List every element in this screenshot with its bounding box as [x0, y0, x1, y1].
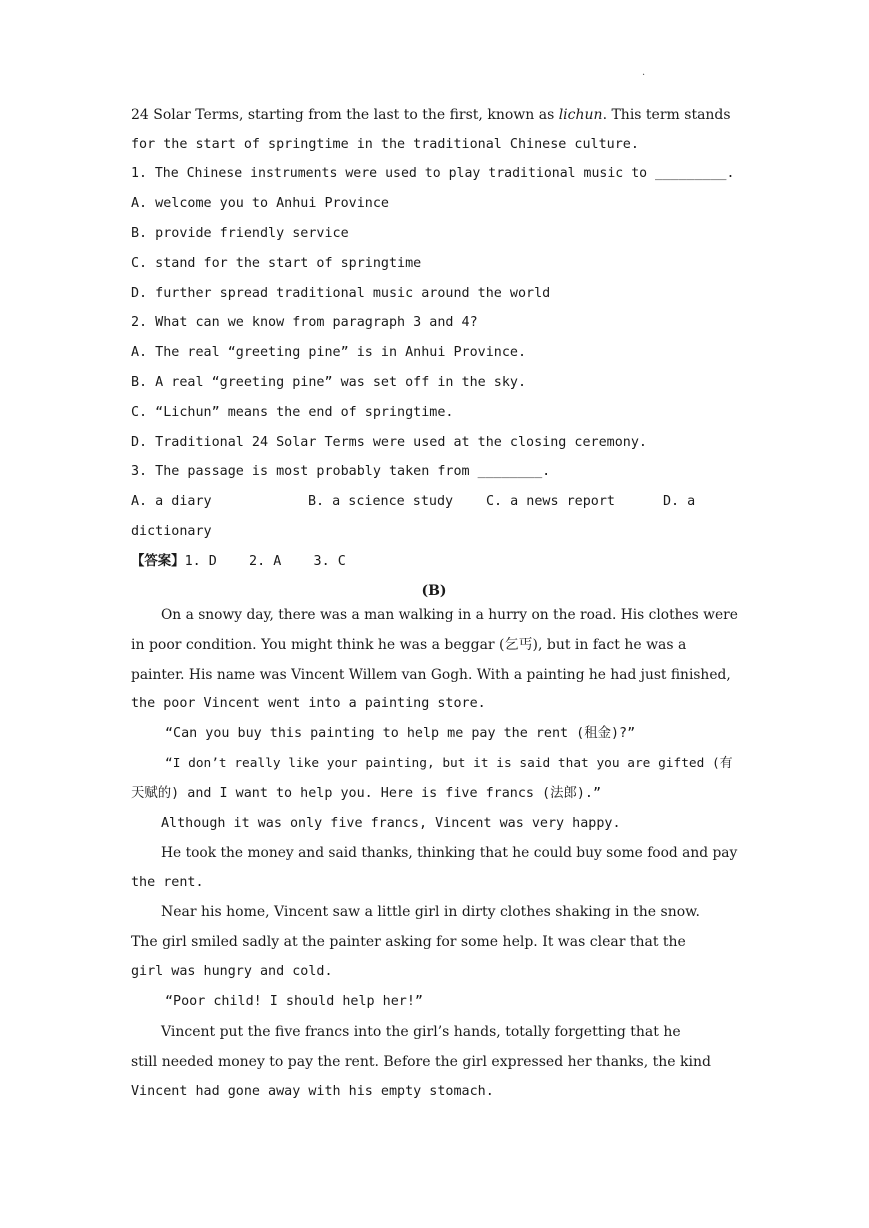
passage-line: painter. His name was Vincent Willem van Gogh. With a painting he had just finished, — [131, 667, 731, 683]
section-b-heading: (B) — [421, 583, 447, 599]
question-3: 3. The passage is most probably taken from ________. — [131, 464, 551, 479]
answer-line — [131, 552, 737, 572]
passage-line: Near his home, Vincent saw a little girl in dirty clothes shaking in the snow. — [161, 904, 700, 920]
question-3-options — [131, 492, 737, 512]
question-2-option-a: A. The real “greeting pine” is in Anhui Province. — [131, 345, 527, 360]
question-2-option-b: B. A real “greeting pine” was set off in the sky. — [131, 375, 527, 390]
passage-line: girl was hungry and cold. — [131, 964, 333, 979]
question-1-option-c: C. stand for the start of springtime — [131, 256, 422, 271]
question-2-option-c: C. “Lichun” means the end of springtime. — [131, 405, 454, 420]
question-3-option-a: A. a diary — [131, 494, 212, 509]
question-2-option-d: D. Traditional 24 Solar Terms were used at the closing ceremony. — [131, 435, 647, 450]
passage-line: the rent. — [131, 875, 204, 890]
question-3-option-b: B. a science study — [308, 494, 454, 509]
passage-line: “Can you buy this painting to help me pay the rent (租金)?” — [165, 726, 636, 741]
passage-line: “Poor child! I should help her!” — [165, 994, 423, 1009]
intro-line-1 — [131, 105, 737, 125]
answer-label: 【答案】 — [131, 554, 185, 569]
question-2: 2. What can we know from paragraph 3 and 4? — [131, 315, 478, 330]
passage-line: still needed money to pay the rent. Before the girl expressed her thanks, the kind — [131, 1054, 711, 1070]
question-1-option-d: D. further spread traditional music around the world — [131, 286, 551, 301]
passage-line: Vincent had gone away with his empty stomach. — [131, 1084, 494, 1099]
header-mark: · — [642, 70, 646, 81]
passage-line: in poor condition. You might think he was a beggar (乞丐), but in fact he was a — [131, 637, 687, 653]
intro-line-1-text: 24 Solar Terms, starting from the last to the first, known as lichun. This term stands — [131, 107, 731, 123]
intro-line-2: for the start of springtime in the traditional Chinese culture. — [131, 137, 639, 152]
question-3-option-c: C. a news report — [486, 494, 615, 509]
passage-line: The girl smiled sadly at the painter asking for some help. It was clear that the — [131, 934, 686, 950]
question-3-option-d: D. a — [663, 494, 696, 509]
passage-line: 天赋的) and I want to help you. Here is five francs (法郎).” — [131, 786, 602, 801]
passage-line: On a snowy day, there was a man walking in a hurry on the road. His clothes were — [161, 607, 738, 623]
question-1-option-b: B. provide friendly service — [131, 226, 349, 241]
question-1-option-a: A. welcome you to Anhui Province — [131, 196, 389, 211]
passage-line: Although it was only five francs, Vincent was very happy. — [161, 816, 621, 831]
passage-line: He took the money and said thanks, thinking that he could buy some food and pay — [161, 845, 738, 861]
question-3-option-d-continued: dictionary — [131, 524, 212, 539]
passage-line: Vincent put the five francs into the girl’s hands, totally forgetting that he — [161, 1024, 681, 1040]
question-1: 1. The Chinese instruments were used to play traditional music to _________. — [131, 166, 735, 181]
answer-text: 1. D 2. A 3. C — [184, 554, 346, 569]
passage-line: “I don’t really like your painting, but it is said that you are gifted (有 — [165, 756, 733, 771]
passage-line: the poor Vincent went into a painting store. — [131, 696, 486, 711]
